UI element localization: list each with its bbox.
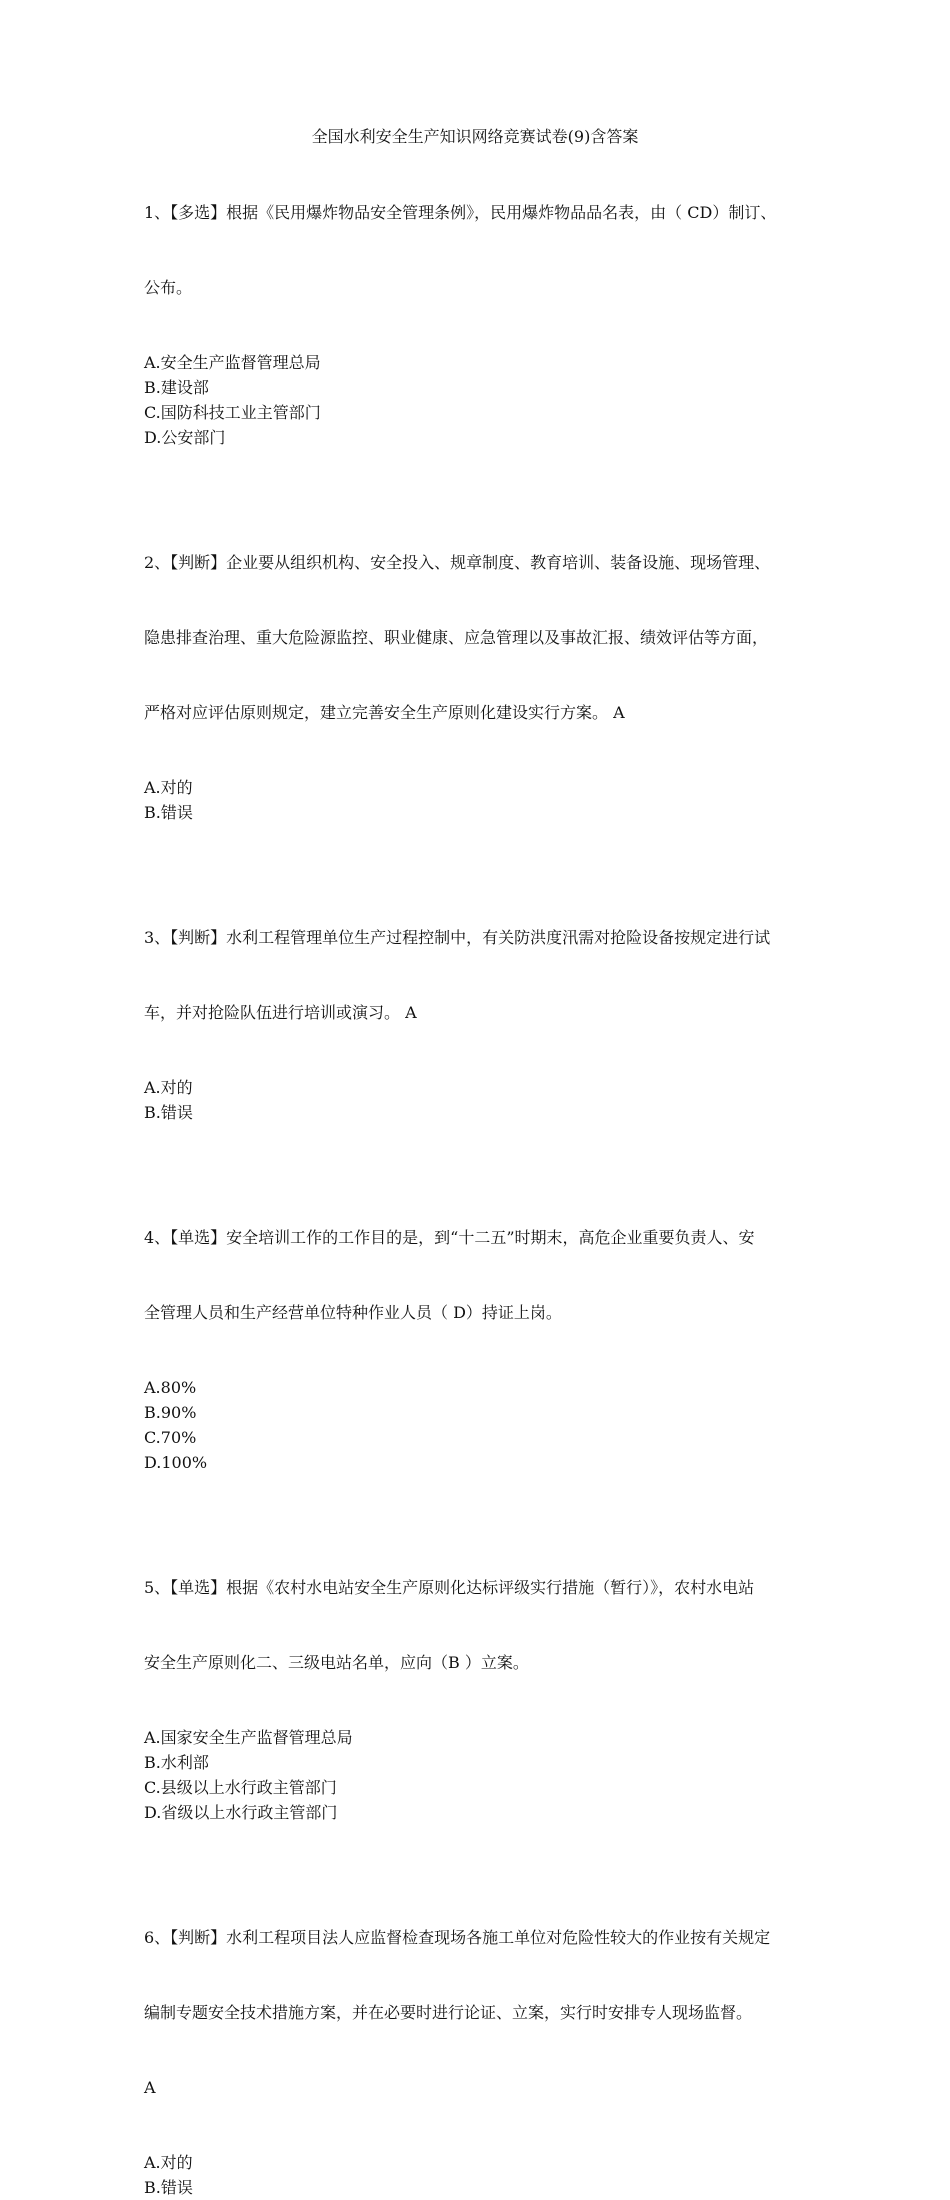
question-text — [144, 500, 824, 775]
option-a: A.国家安全生产监督管理总局 — [144, 1728, 353, 1747]
question-text — [144, 875, 824, 1075]
spacer — [144, 825, 824, 875]
option-a: A.安全生产监督管理总局 — [144, 353, 321, 372]
question-line: 全管理人员和生产经营单位特种作业人员（ D）持证上岗。 — [144, 1303, 562, 1322]
option-b: B.90% — [144, 1403, 197, 1422]
spacer — [144, 1475, 824, 1525]
option-a: A.对的 — [144, 778, 193, 797]
question-line: 3、【判断】水利工程管理单位生产过程控制中，有关防洪度汛需对抢险设备按规定进行试 — [144, 928, 771, 947]
question-1 — [144, 150, 824, 450]
question-2 — [144, 500, 824, 825]
question-text — [144, 1875, 824, 2150]
spacer — [144, 450, 824, 500]
question-4 — [144, 1175, 824, 1475]
option-c: C.县级以上水行政主管部门 — [144, 1778, 337, 1797]
option-b: B.错误 — [144, 803, 193, 822]
option-d: D.公安部门 — [144, 428, 226, 447]
option-b: B.水利部 — [144, 1753, 209, 1772]
option-d: D.100% — [144, 1453, 208, 1472]
question-line: A — [144, 2078, 156, 2097]
question-text — [144, 1525, 824, 1725]
question-line: 6、【判断】水利工程项目法人应监督检查现场各施工单位对危险性较大的作业按有关规定 — [144, 1928, 771, 1947]
option-a: A.对的 — [144, 1078, 193, 1097]
question-text — [144, 150, 824, 350]
question-6 — [144, 1875, 824, 2200]
question-line: 安全生产原则化二、三级电站名单，应向（B ）立案。 — [144, 1653, 529, 1672]
question-list — [144, 150, 824, 2200]
question-text — [144, 1175, 824, 1375]
option-b: B.建设部 — [144, 378, 209, 397]
question-5 — [144, 1525, 824, 1825]
spacer — [144, 1825, 824, 1875]
question-line: 严格对应评估原则规定，建立完善安全生产原则化建设实行方案。 A — [144, 703, 625, 722]
question-line: 车，并对抢险队伍进行培训或演习。 A — [144, 1003, 417, 1022]
question-line: 编制专题安全技术措施方案，并在必要时进行论证、立案，实行时安排专人现场监督。 — [144, 2003, 753, 2022]
question-line: 公布。 — [144, 278, 193, 297]
question-line: 1、【多选】根据《民用爆炸物品安全管理条例》，民用爆炸物品品名表，由（ CD）制订、 — [144, 203, 777, 222]
option-a: A.对的 — [144, 2153, 193, 2172]
option-c: C.70% — [144, 1428, 197, 1447]
option-a: A.80% — [144, 1378, 197, 1397]
question-3 — [144, 875, 824, 1125]
document-title: 全国水利安全生产知识网络竞赛试卷(9)含答案 — [311, 127, 639, 146]
option-c: C.国防科技工业主管部门 — [144, 403, 321, 422]
question-line: 2、【判断】企业要从组织机构、安全投入、规章制度、教育培训、装备设施、现场管理、 — [144, 553, 771, 572]
option-b: B.错误 — [144, 2178, 193, 2197]
option-b: B.错误 — [144, 1103, 193, 1122]
question-line: 5、【单选】根据《农村水电站安全生产原则化达标评级实行措施（暂行）》，农村水电站 — [144, 1578, 755, 1597]
spacer — [144, 1125, 824, 1175]
question-line: 4、【单选】安全培训工作的工作目的是，到“十二五”时期末，高危企业重要负责人、安 — [144, 1228, 755, 1247]
question-line: 隐患排查治理、重大危险源监控、职业健康、应急管理以及事故汇报、绩效评估等方面， — [144, 628, 769, 647]
option-d: D.省级以上水行政主管部门 — [144, 1803, 338, 1822]
